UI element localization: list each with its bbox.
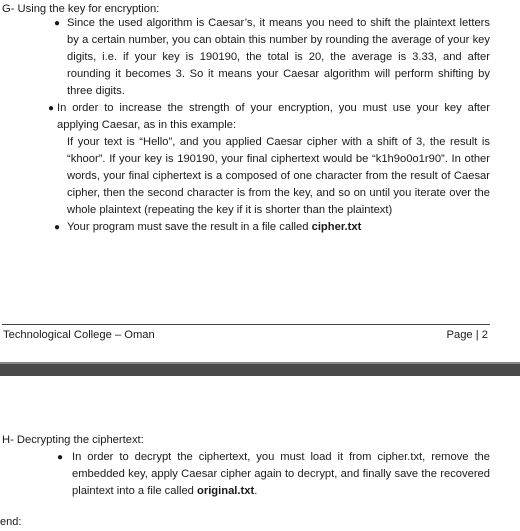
footer-divider [2, 324, 490, 325]
bullet-icon: ● [53, 222, 61, 233]
list-item [0, 15, 520, 100]
bullet-text-strength: In order to increase the strength of your encryption, you must use your key after applying Caesar, as in this example: [57, 102, 490, 131]
section-heading-g: G- Using the key for encryption: [2, 3, 160, 15]
bullet-text-end: . [254, 485, 258, 497]
cutoff-text: end: [0, 516, 22, 528]
bullet-text-save: Your program must save the result in a file called [67, 221, 312, 233]
list-item [0, 100, 520, 219]
footer-college-name: Technological College – Oman [3, 329, 155, 341]
footer-page-number: Page | 2 [446, 329, 488, 341]
bullet-text-example: If your text is “Hello”, and you applied Caesar cipher with a shift of 3, the result is “khoor”. If your key is 190190, your final ciphertext would be “k1h9o0o1r90”. In other words, your final ciphertext is a composed of one character from the result of Caesar cipher, then the second character is from the key, and so on until you iterate over the whole plaintext (repeating the key if it is shorter than the plaintext) [67, 136, 490, 216]
bullet-list-g [0, 15, 520, 236]
bullet-text-shift: Since the used algorithm is Caesar’s, it means you need to shift the plaintext letters by a certain number, you can obtain this number by rounding the average of your key digits, i.e. if your key is 190190, the total is 20, the average is 3.33, and after rounding it becomes 3. So it means your Caesar algorithm will perform shifting by three digits. [67, 17, 490, 97]
filename-cipher: cipher.txt [311, 221, 362, 233]
bullet-text-decrypt: In order to decrypt the ciphertext, you must load it from cipher.txt, remove the embedded key, apply Caesar cipher again to decrypt, and finally save the recovered plaintext into a file called [72, 451, 490, 497]
filename-original: original.txt [197, 485, 255, 497]
document-page-2 [0, 376, 520, 528]
bullet-icon: ● [56, 452, 64, 463]
bullet-list-h [0, 449, 520, 500]
page-separator [0, 362, 520, 376]
bullet-icon: ● [47, 103, 55, 114]
bullet-icon: ● [53, 18, 61, 29]
section-heading-h: H- Decrypting the ciphertext: [2, 434, 144, 446]
list-item [0, 449, 520, 500]
page-separator-edge [0, 362, 520, 364]
list-item [0, 219, 520, 236]
